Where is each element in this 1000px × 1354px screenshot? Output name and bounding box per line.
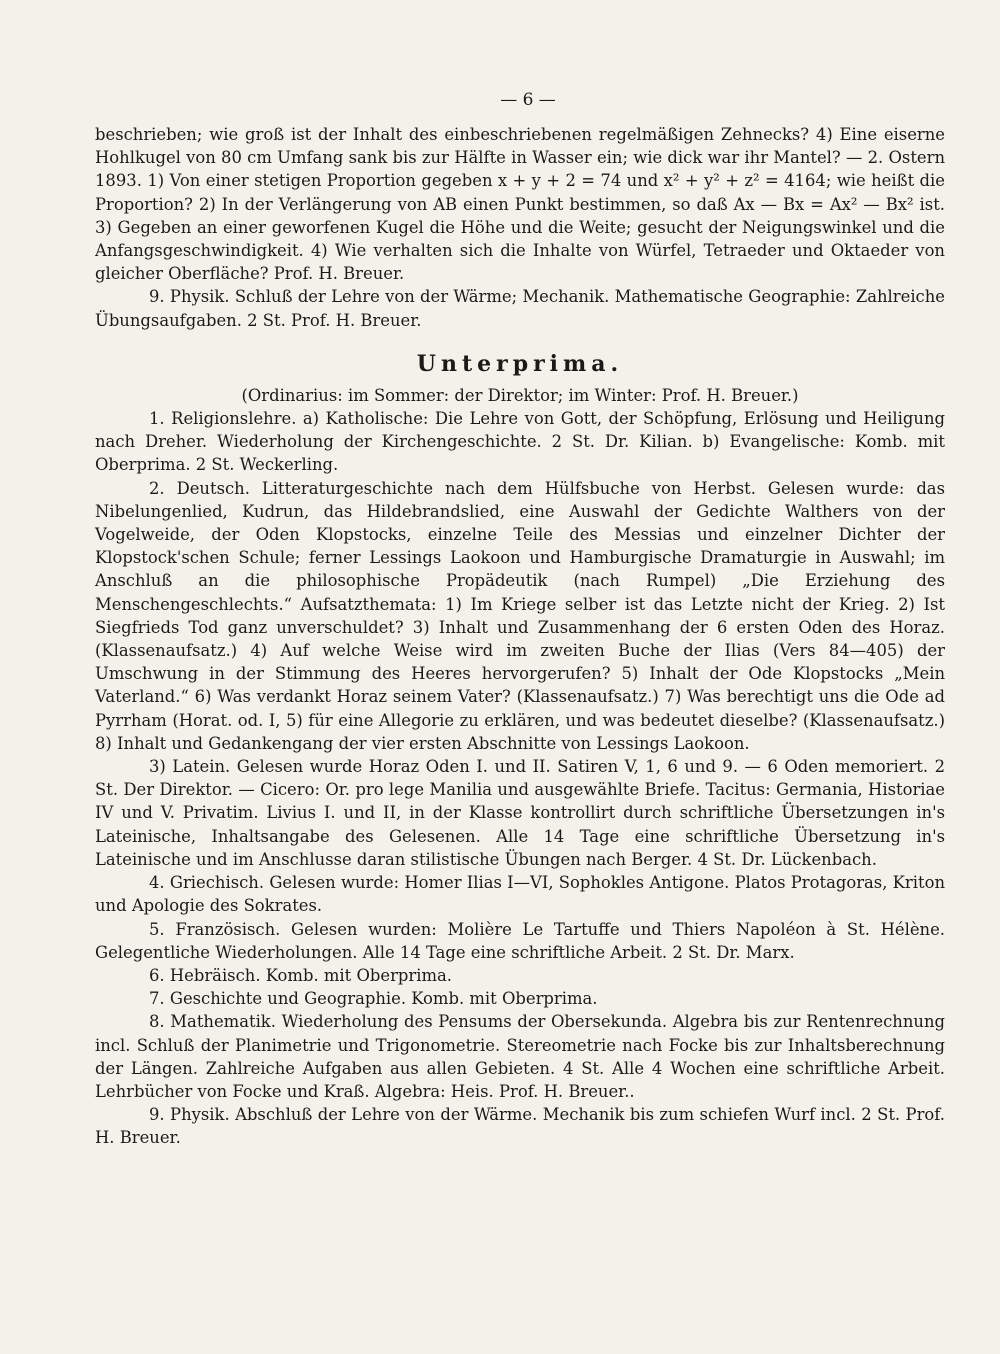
text-paragraph: 1. Religionslehre. a) Katholische: Die Lehre von Gott, der Schöpfung, Erlösung und Heiligung nach Dreher. Wiederholung der Kirchengeschichte. 2 St. Dr. Kilian. b) Evangelische: Komb. mit Oberprima. 2 St. Weckerling. bbox=[95, 409, 945, 475]
ordinarius-line: (Ordinarius: im Sommer: der Direktor; im Winter: Prof. H. Breuer.) bbox=[241, 385, 799, 405]
text-paragraph: 4. Griechisch. Gelesen wurde: Homer Ilias I—VI, Sophokles Antigone. Platos Protagoras, Kriton und Apologie des Sokrates. bbox=[95, 873, 945, 916]
text-paragraph: 8. Mathematik. Wiederholung des Pensums der Obersekunda. Algebra bis zur Rentenrechnung incl. Schluß der Planimetrie und Trigonometrie. Stereometrie nach Focke bis zur Inhaltsberechnung der Längen. Zahlreiche Aufgaben aus allen Gebieten. 4 St. Alle 4 Wochen eine schriftliche Arbeit. Lehrbücher von Focke und Kraß. Algebra: Heis. Prof. H. Breuer.. bbox=[95, 1012, 945, 1101]
text-paragraph: 7. Geschichte und Geographie. Komb. mit Oberprima. bbox=[149, 989, 598, 1009]
page-body bbox=[95, 123, 945, 1150]
text-paragraph: 6. Hebräisch. Komb. mit Oberprima. bbox=[149, 965, 453, 985]
text-paragraph: 9. Physik. Schluß der Lehre von der Wärme; Mechanik. Mathematische Geographie: Zahlreiche Übungsaufgaben. 2 St. Prof. H. Breuer. bbox=[95, 287, 945, 330]
page-number: — 6 — bbox=[500, 90, 556, 110]
text-paragraph: 9. Physik. Abschluß der Lehre von der Wärme. Mechanik bis zum schiefen Wurf incl. 2 St. Prof. H. Breuer. bbox=[95, 1105, 945, 1148]
text-paragraph: beschrieben; wie groß ist der Inhalt des einbeschriebenen regelmäßigen Zehnecks? 4) Eine eiserne Hohlkugel von 80 cm Umfang sank bis zur Hälfte in Wasser ein; wie dick war ihr Mantel? — 2. Ostern 1893. 1) Von einer stetigen Proportion gegeben x + y + 2 = 74 und x² + y² + z² = 4164; wie heißt die Proportion? 2) In der Verlängerung von AB einen Punkt bestimmen, so daß Ax — Bx = Ax² — Bx² ist. 3) Gegeben an einer geworfenen Kugel die Höhe und die Weite; gesucht der Neigungswinkel und die Anfangsgeschwindigkeit. 4) Wie verhalten sich die Inhalte von Würfel, Tetraeder und Oktaeder von gleicher Oberfläche? Prof. H. Breuer. bbox=[95, 125, 945, 284]
section-title: Unterprima. bbox=[416, 350, 624, 377]
text-paragraph: 3) Latein. Gelesen wurde Horaz Oden I. und II. Satiren V, 1, 6 und 9. — 6 Oden memoriert. 2 St. Der Direktor. — Cicero: Or. pro lege Manilia und ausgewählte Briefe. Tacitus: Germania, Historiae IV und V. Privatim. Livius I. und II, in der Klasse kontrollirt durch schriftliche Übersetzungen in's Lateinische, Inhaltsangabe des Gelesenen. Alle 14 Tage eine schriftliche Übersetzung in's Lateinische und im Anschlusse daran stilistische Übungen nach Berger. 4 St. Dr. Lückenbach. bbox=[95, 757, 945, 869]
text-paragraph: 2. Deutsch. Litteraturgeschichte nach dem Hülfsbuche von Herbst. Gelesen wurde: das Nibelungenlied, Kudrun, das Hildebrandslied, eine Auswahl der Gedichte Walthers von der Vogelweide, der Oden Klopstocks, einzelne Teile des Messias und einzelner Dichter der Klopstock'schen Schule; ferner Lessings Laokoon und Hamburgische Dramaturgie in Auswahl; im Anschluß an die philosophische Propädeutik (nach Rumpel) „Die Erziehung des Menschengeschlechts.“ Aufsatzthemata: 1) Im Kriege selber ist das Letzte nicht der Krieg. 2) Ist Siegfrieds Tod ganz unverschuldet? 3) Inhalt und Zusammenhang der 6 ersten Oden des Horaz. (Klassenaufsatz.) 4) Auf welche Weise wird im zweiten Buche der Ilias (Vers 84—405) der Umschwung in der Stimmung des Heeres hervorgerufen? 5) Inhalt der Ode Klopstocks „Mein Vaterland.“ 6) Was verdankt Horaz seinem Vater? (Klassenaufsatz.) 7) Was berechtigt uns die Ode ad Pyrrham (Horat. od. I, 5) für eine Allegorie zu erklären, und was bedeutet dieselbe? (Klassenaufsatz.) 8) Inhalt und Gedankengang der vier ersten Abschnitte von Lessings Laokoon. bbox=[95, 478, 945, 753]
text-paragraph: 5. Französisch. Gelesen wurden: Molière Le Tartuffe und Thiers Napoléon à St. Hélène. Gelegentliche Wiederholungen. Alle 14 Tage eine schriftliche Arbeit. 2 St. Dr. Marx. bbox=[95, 919, 945, 962]
